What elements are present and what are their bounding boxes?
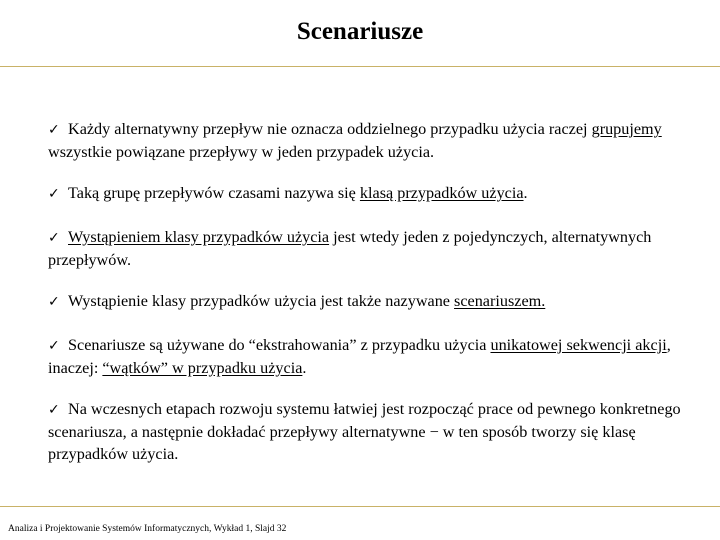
bullet-item	[48, 226, 688, 271]
checkmark-icon: ✓	[48, 122, 60, 138]
underlined-term: unikatowej sekwencji akcji	[490, 336, 667, 354]
checkmark-icon: ✓	[48, 402, 60, 418]
bullet-text: Taką grupę przepływów czasami nazywa się	[68, 184, 360, 202]
bullet-text: wszystkie powiązane przepływy w jeden przypadek użycia.	[48, 143, 435, 161]
slide-title: Scenariusze	[296, 18, 424, 45]
underlined-term: scenariuszem.	[454, 292, 546, 310]
bullet-text: Scenariusze są używane do “ekstrahowania” z przypadku użycia	[68, 336, 491, 354]
checkmark-icon: ✓	[48, 186, 60, 202]
bullet-item	[48, 182, 688, 205]
footer-divider	[0, 506, 720, 507]
title-divider	[0, 66, 720, 67]
underlined-term: grupujemy	[591, 120, 662, 138]
slide-footer: Analiza i Projektowanie Systemów Informatycznych, Wykład 1, Slajd 32	[8, 524, 287, 534]
checkmark-icon: ✓	[48, 338, 60, 354]
underlined-term: Wystąpieniem klasy przypadków użycia	[68, 228, 330, 246]
underlined-term: “wątków” w przypadku użycia	[102, 359, 303, 377]
checkmark-icon: ✓	[48, 294, 60, 310]
bullet-text: Na wczesnych etapach rozwoju systemu łatwiej jest rozpocząć prace od pewnego konkretnego scenariusza, a następnie dokładać przepływy alternatywne − w ten sposób tworzy się klasę przypadków użycia.	[48, 400, 681, 463]
bullet-item	[48, 118, 688, 163]
bullet-text: .	[523, 184, 528, 202]
bullet-text: Wystąpienie klasy przypadków użycia jest także nazywane	[68, 292, 455, 310]
bullet-item	[48, 334, 688, 379]
bullet-text: .	[302, 359, 307, 377]
bullet-item	[48, 398, 688, 465]
bullet-text: jest wtedy jeden z pojedynczych, alternatywnych przepływów.	[48, 228, 652, 269]
underlined-term: klasą przypadków użycia	[359, 184, 524, 202]
bullet-text: Każdy alternatywny przepływ nie oznacza oddzielnego przypadku użycia raczej	[68, 120, 592, 138]
bullet-item	[48, 290, 688, 313]
bullet-text: , inaczej:	[48, 336, 671, 377]
checkmark-icon: ✓	[48, 230, 60, 246]
